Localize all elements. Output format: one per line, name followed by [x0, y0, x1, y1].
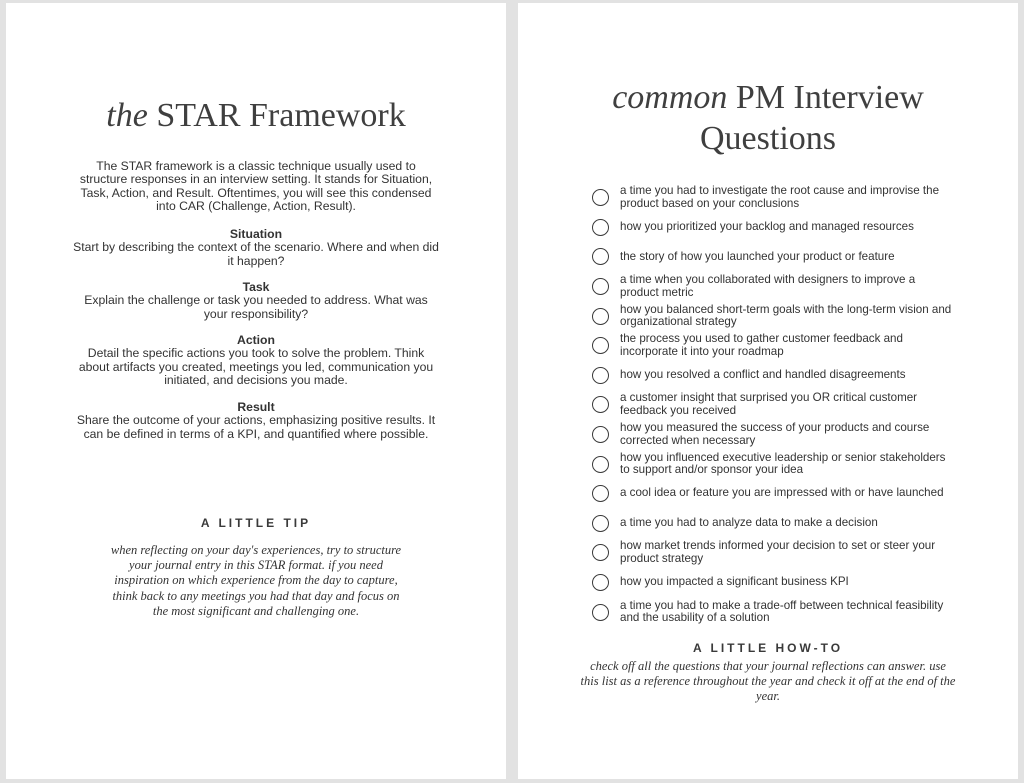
- section-heading: Situation: [229, 227, 283, 241]
- question-item: [592, 301, 952, 331]
- howto-heading: A LITTLE HOW-TO: [692, 641, 844, 655]
- section-task: [72, 281, 440, 321]
- question-text: a time you had to investigate the root cause and improvise the product based on your conclusions: [620, 184, 940, 210]
- question-item: [592, 213, 952, 243]
- question-item: [592, 390, 952, 420]
- star-framework-title: [6, 96, 506, 136]
- checkbox-circle[interactable]: [592, 367, 609, 384]
- checkbox-circle[interactable]: [592, 337, 609, 354]
- question-item: [592, 509, 952, 539]
- checkbox-circle[interactable]: [592, 604, 609, 621]
- tip-body: when reflecting on your day's experiences, try to structure your journal entry in this STAR format. if you need inspiration on which experience from the day to capture, think back to any meetings you had that day and focus on the most significant and challenging one.: [110, 543, 402, 618]
- checkbox-circle[interactable]: [592, 544, 609, 561]
- section-result: [72, 401, 440, 441]
- section-action: [72, 334, 440, 388]
- checkbox-circle[interactable]: [592, 248, 609, 265]
- checkbox-circle[interactable]: [592, 456, 609, 473]
- question-item: [592, 449, 952, 479]
- howto-body: check off all the questions that your journal reflections can answer. use this list as a reference throughout the year and check it off at the end of the year.: [580, 659, 956, 704]
- question-text: how market trends informed your decision to set or steer your product strategy: [620, 539, 936, 565]
- checkbox-circle[interactable]: [592, 396, 609, 413]
- question-text: how you prioritized your backlog and managed resources: [620, 220, 914, 234]
- question-item: [592, 272, 952, 302]
- checkbox-circle[interactable]: [592, 426, 609, 443]
- question-text: the process you used to gather customer feedback and incorporate it into your roadmap: [620, 332, 903, 358]
- section-situation: [72, 228, 440, 268]
- checkbox-circle[interactable]: [592, 308, 609, 325]
- section-body: Share the outcome of your actions, emphasizing positive results. It can be defined in terms of a KPI, and quantified where possible.: [76, 413, 436, 441]
- question-item: [592, 568, 952, 598]
- question-item: [592, 479, 952, 509]
- star-intro: The STAR framework is a classic technique usually used to structure responses in an interview setting. It stands for Situation, Task, Action, and Result. Oftentimes, you will see this condensed into CAR (Challenge, Action, Result).: [79, 159, 433, 214]
- question-text: how you resolved a conflict and handled disagreements: [620, 368, 906, 382]
- title-line2: Questions: [700, 120, 836, 157]
- question-item: [592, 538, 952, 568]
- question-text: how you impacted a significant business KPI: [620, 575, 849, 589]
- question-item: [592, 597, 952, 627]
- question-text: a cool idea or feature you are impressed with or have launched: [620, 486, 944, 500]
- section-body: Explain the challenge or task you needed to address. What was your responsibility?: [84, 293, 428, 321]
- section-heading: Action: [237, 333, 275, 347]
- section-body: Detail the specific actions you took to solve the problem. Think about artifacts you created, meetings you led, communication you initiated, and decisions you made.: [78, 346, 434, 388]
- question-item: [592, 331, 952, 361]
- tip-heading: A LITTLE TIP: [200, 516, 312, 530]
- checkbox-circle[interactable]: [592, 189, 609, 206]
- title-emphasis: common: [612, 79, 728, 116]
- title-emphasis: the: [106, 97, 148, 134]
- question-text: a time you had to analyze data to make a decision: [620, 516, 878, 530]
- question-text: a time you had to make a trade-off between technical feasibility and the usability of a solution: [620, 598, 944, 625]
- question-text: a customer insight that surprised you OR critical customer feedback you received: [620, 391, 918, 417]
- pm-questions-title: [518, 77, 1018, 159]
- checkbox-circle[interactable]: [592, 515, 609, 532]
- question-checklist: [592, 183, 952, 627]
- question-item: [592, 420, 952, 450]
- left-page: [6, 3, 506, 779]
- question-text: how you balanced short-term goals with the long-term vision and organizational strategy: [620, 302, 952, 329]
- question-item: [592, 361, 952, 391]
- right-page: [518, 3, 1018, 779]
- title-main: PM Interview: [735, 79, 924, 116]
- question-text: a time when you collaborated with designers to improve a product metric: [620, 272, 916, 299]
- checkbox-circle[interactable]: [592, 219, 609, 236]
- checkbox-circle[interactable]: [592, 574, 609, 591]
- question-item: [592, 183, 952, 213]
- question-text: how you measured the success of your products and course corrected when necessary: [620, 420, 930, 447]
- title-main: STAR Framework: [156, 97, 406, 134]
- question-text: the story of how you launched your product or feature: [620, 249, 895, 263]
- section-body: Start by describing the context of the scenario. Where and when did it happen?: [73, 240, 439, 268]
- section-heading: Task: [242, 280, 270, 294]
- checkbox-circle[interactable]: [592, 485, 609, 502]
- checkbox-circle[interactable]: [592, 278, 609, 295]
- section-heading: Result: [237, 400, 275, 414]
- question-item: [592, 242, 952, 272]
- question-text: how you influenced executive leadership or senior stakeholders to support and/or sponsor your idea: [620, 450, 946, 477]
